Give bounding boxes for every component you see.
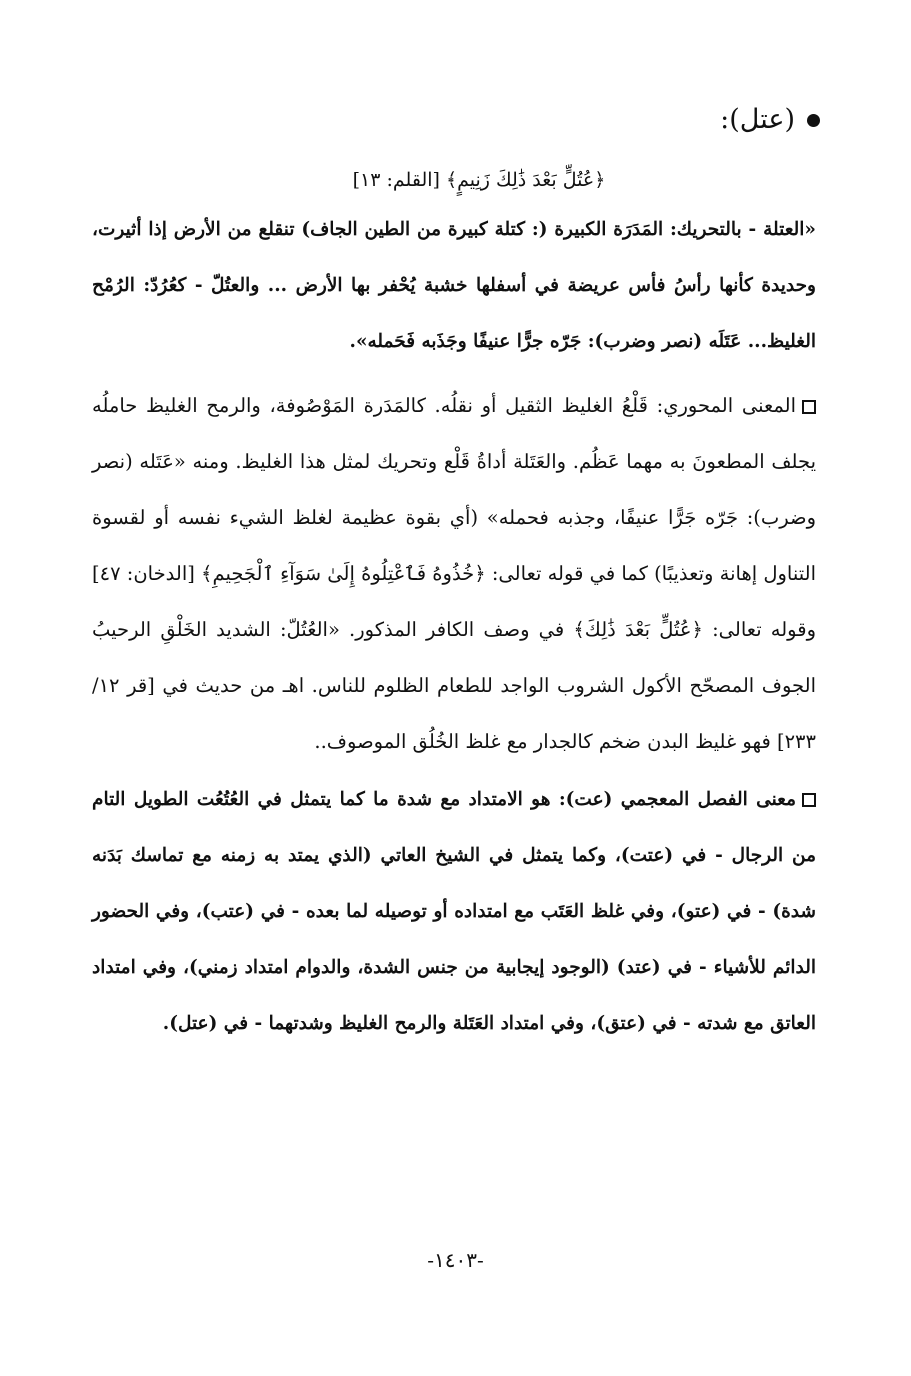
central-meaning-paragraph: [92, 378, 816, 770]
central-meaning-label: المعنى المحوري:: [656, 394, 797, 417]
square-marker-icon: [802, 793, 816, 807]
entry-heading: [92, 90, 820, 150]
page-content: [92, 90, 816, 1052]
entry-root-title: (عتل):: [720, 104, 795, 135]
page-number: -١٤٠٣-: [427, 1248, 484, 1272]
dictionary-definition: «العتلة - بالتحريك: المَدَرَة الكبيرة (: كتلة كبيرة من الطين الجاف) تنقلع من الأرض إذا أثيرت، وحديدة كأنها رأسُ فأس عريضة في أسفلها خشبة يُحْفر بها الأرض ... والعتُلّ - كعُرُدّ: الرُمْح الغليظ... عَتَلَه (نصر وضرب): جَرّه جرًّا عنيفًا وجَذَبه فَحَمله».: [92, 219, 816, 352]
lexical-meaning-label: معنى الفصل المعجمي (عت):: [558, 789, 796, 810]
lexical-meaning-paragraph: [92, 772, 816, 1052]
square-marker-icon: [802, 400, 816, 414]
bullet-icon: [807, 114, 820, 127]
lexical-meaning-text: هو الامتداد مع شدة ما كما يتمثل في العُتُعُت الطويل التام من الرجال - في (عتت)، وكما يتمثل في الشيخ العاتي (الذي يمتد به زمنه مع تماسك بَدَنه شدة) - في (عتو)، وفي غلظ العَتَب مع امتداده أو توصيله لما بعده - في (عتب)، وفي الحضور الدائم للأشياء - في (عتد) (الوجود إيجابية من جنس الشدة، والدوام امتداد زمني)، وفي امتداد العاتق مع شدته - في (عتق)، وفي امتداد العَتَلة والرمح الغليظ وشدتهما - في (عتل).: [92, 789, 816, 1034]
quran-verse: ﴿عُتُلٍّ بَعْدَ ذَٰلِكَ زَنِيمٍ﴾ [القلم: ١٣]: [352, 169, 606, 191]
central-meaning-text: قَلْعُ الغليظ الثقيل أو نقلُه. كالمَدَرة المَوْصُوفة، والرمح الغليظ حاملُه يجلف المطعونَ به مهما عَظُم. والعَتَلة أداةُ قَلْع وتحريك لمثل هذا الغليظ. ومنه «عَتَله (نصر وضرب): جَرّه جَرًّا عنيفًا، وجذبه فحمله» (أي بقوة عظيمة لغلظ الشيء نفسه أو لقسوة التناول إهانة وتعذيبًا) كما في قوله تعالى: ﴿خُذُوهُ فَٱعْتِلُوهُ إِلَىٰ سَوَآءِ ٱلْجَحِيمِ﴾ [الدخان: ٤٧] وقوله تعالى: ﴿عُتُلٍّ بَعْدَ ذَٰلِكَ﴾ في وصف الكافر المذكور. «العُتُلّ: الشديد الخَلْقِ الرحيبُ الجوف المصحّح الأكول الشروب الواجد للطعام الظلوم للناس. اهـ من حديث في [قر ١٢/ ٢٣٣] فهو غليظ البدن ضخم كالجدار مع غلظ الخُلُق الموصوف..: [92, 394, 816, 753]
